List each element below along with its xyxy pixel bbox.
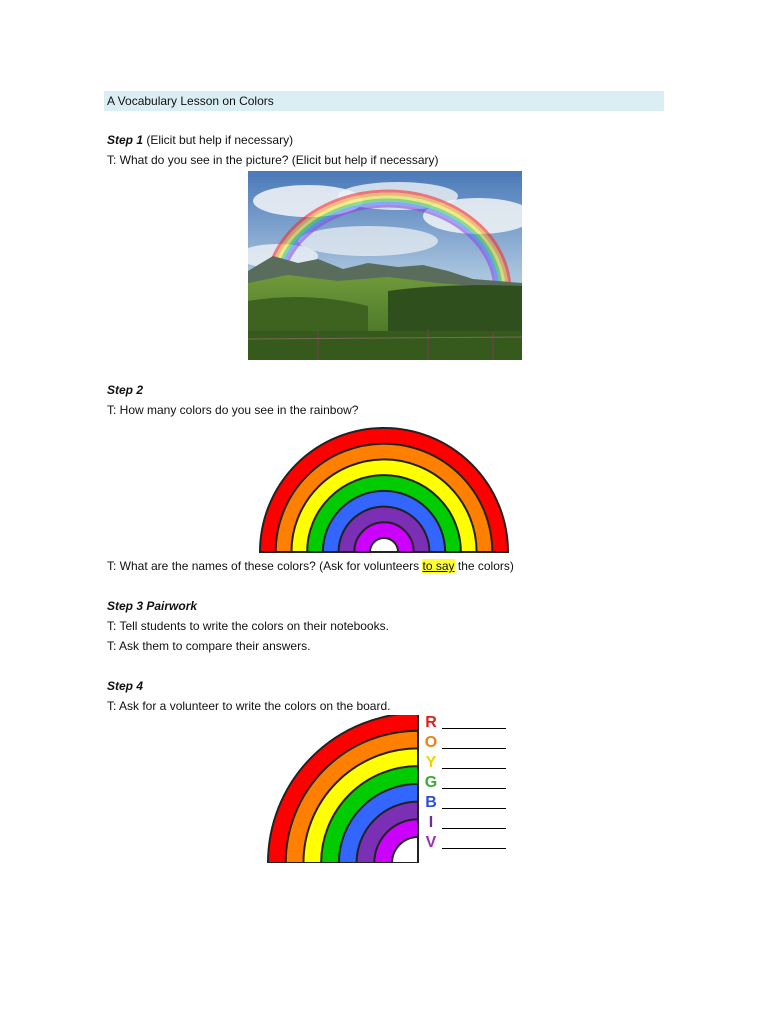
step2-question: T: How many colors do you see in the rainbow? xyxy=(107,403,359,417)
step1-heading xyxy=(107,132,293,148)
roygbiv-letter: R xyxy=(425,714,437,731)
step2-ask-text: T: What are the names of these colors? (Ask for volunteers xyxy=(107,559,423,573)
highlight-say: say xyxy=(435,559,455,573)
title-bar xyxy=(104,91,664,111)
roygbiv-row xyxy=(424,733,514,753)
roygbiv-letter: G xyxy=(424,774,438,791)
rainbow-arc-diagram xyxy=(257,424,511,554)
roygbiv-row xyxy=(424,713,514,733)
roygbiv-row xyxy=(424,753,514,773)
step2-ask xyxy=(107,558,514,574)
roygbiv-letter: O xyxy=(424,734,438,751)
roygbiv-row xyxy=(424,773,514,793)
answer-blank[interactable] xyxy=(442,728,506,729)
quarter-rainbow-diagram xyxy=(266,715,420,863)
roygbiv-letter: Y xyxy=(425,754,437,771)
step4-label-text: Step 4 xyxy=(107,679,144,693)
answer-blank[interactable] xyxy=(442,768,506,769)
step4-line1: T: Ask for a volunteer to write the colors on the board. xyxy=(107,699,391,713)
roygbiv-worksheet xyxy=(424,713,514,853)
step1-question: T: What do you see in the picture? (Elicit but help if necessary) xyxy=(107,153,439,167)
step2-ask-end: the colors) xyxy=(454,559,514,573)
answer-blank[interactable] xyxy=(442,828,506,829)
step2-label-text: Step 2 xyxy=(107,383,144,397)
roygbiv-letter: I xyxy=(428,814,434,831)
roygbiv-letter: B xyxy=(425,794,437,811)
roygbiv-row xyxy=(424,833,514,853)
answer-blank[interactable] xyxy=(442,788,506,789)
page-title: A Vocabulary Lesson on Colors xyxy=(107,94,274,108)
step2-label xyxy=(107,382,143,398)
step1-note: (Elicit but help if necessary) xyxy=(143,133,294,147)
step1-label: Step 1 xyxy=(107,133,144,147)
step3-label-text: Step 3 Pairwork xyxy=(107,599,198,613)
step4-label xyxy=(107,678,143,694)
highlight-to: to xyxy=(422,559,433,573)
step3-line1: T: Tell students to write the colors on their notebooks. xyxy=(107,619,389,633)
roygbiv-row xyxy=(424,793,514,813)
roygbiv-row xyxy=(424,813,514,833)
step3-label xyxy=(107,598,197,614)
step3-line2: T: Ask them to compare their answers. xyxy=(107,639,311,653)
rainbow-landscape-photo xyxy=(248,171,522,360)
answer-blank[interactable] xyxy=(442,808,506,809)
answer-blank[interactable] xyxy=(442,748,506,749)
roygbiv-letter: V xyxy=(425,834,437,851)
answer-blank[interactable] xyxy=(442,848,506,849)
